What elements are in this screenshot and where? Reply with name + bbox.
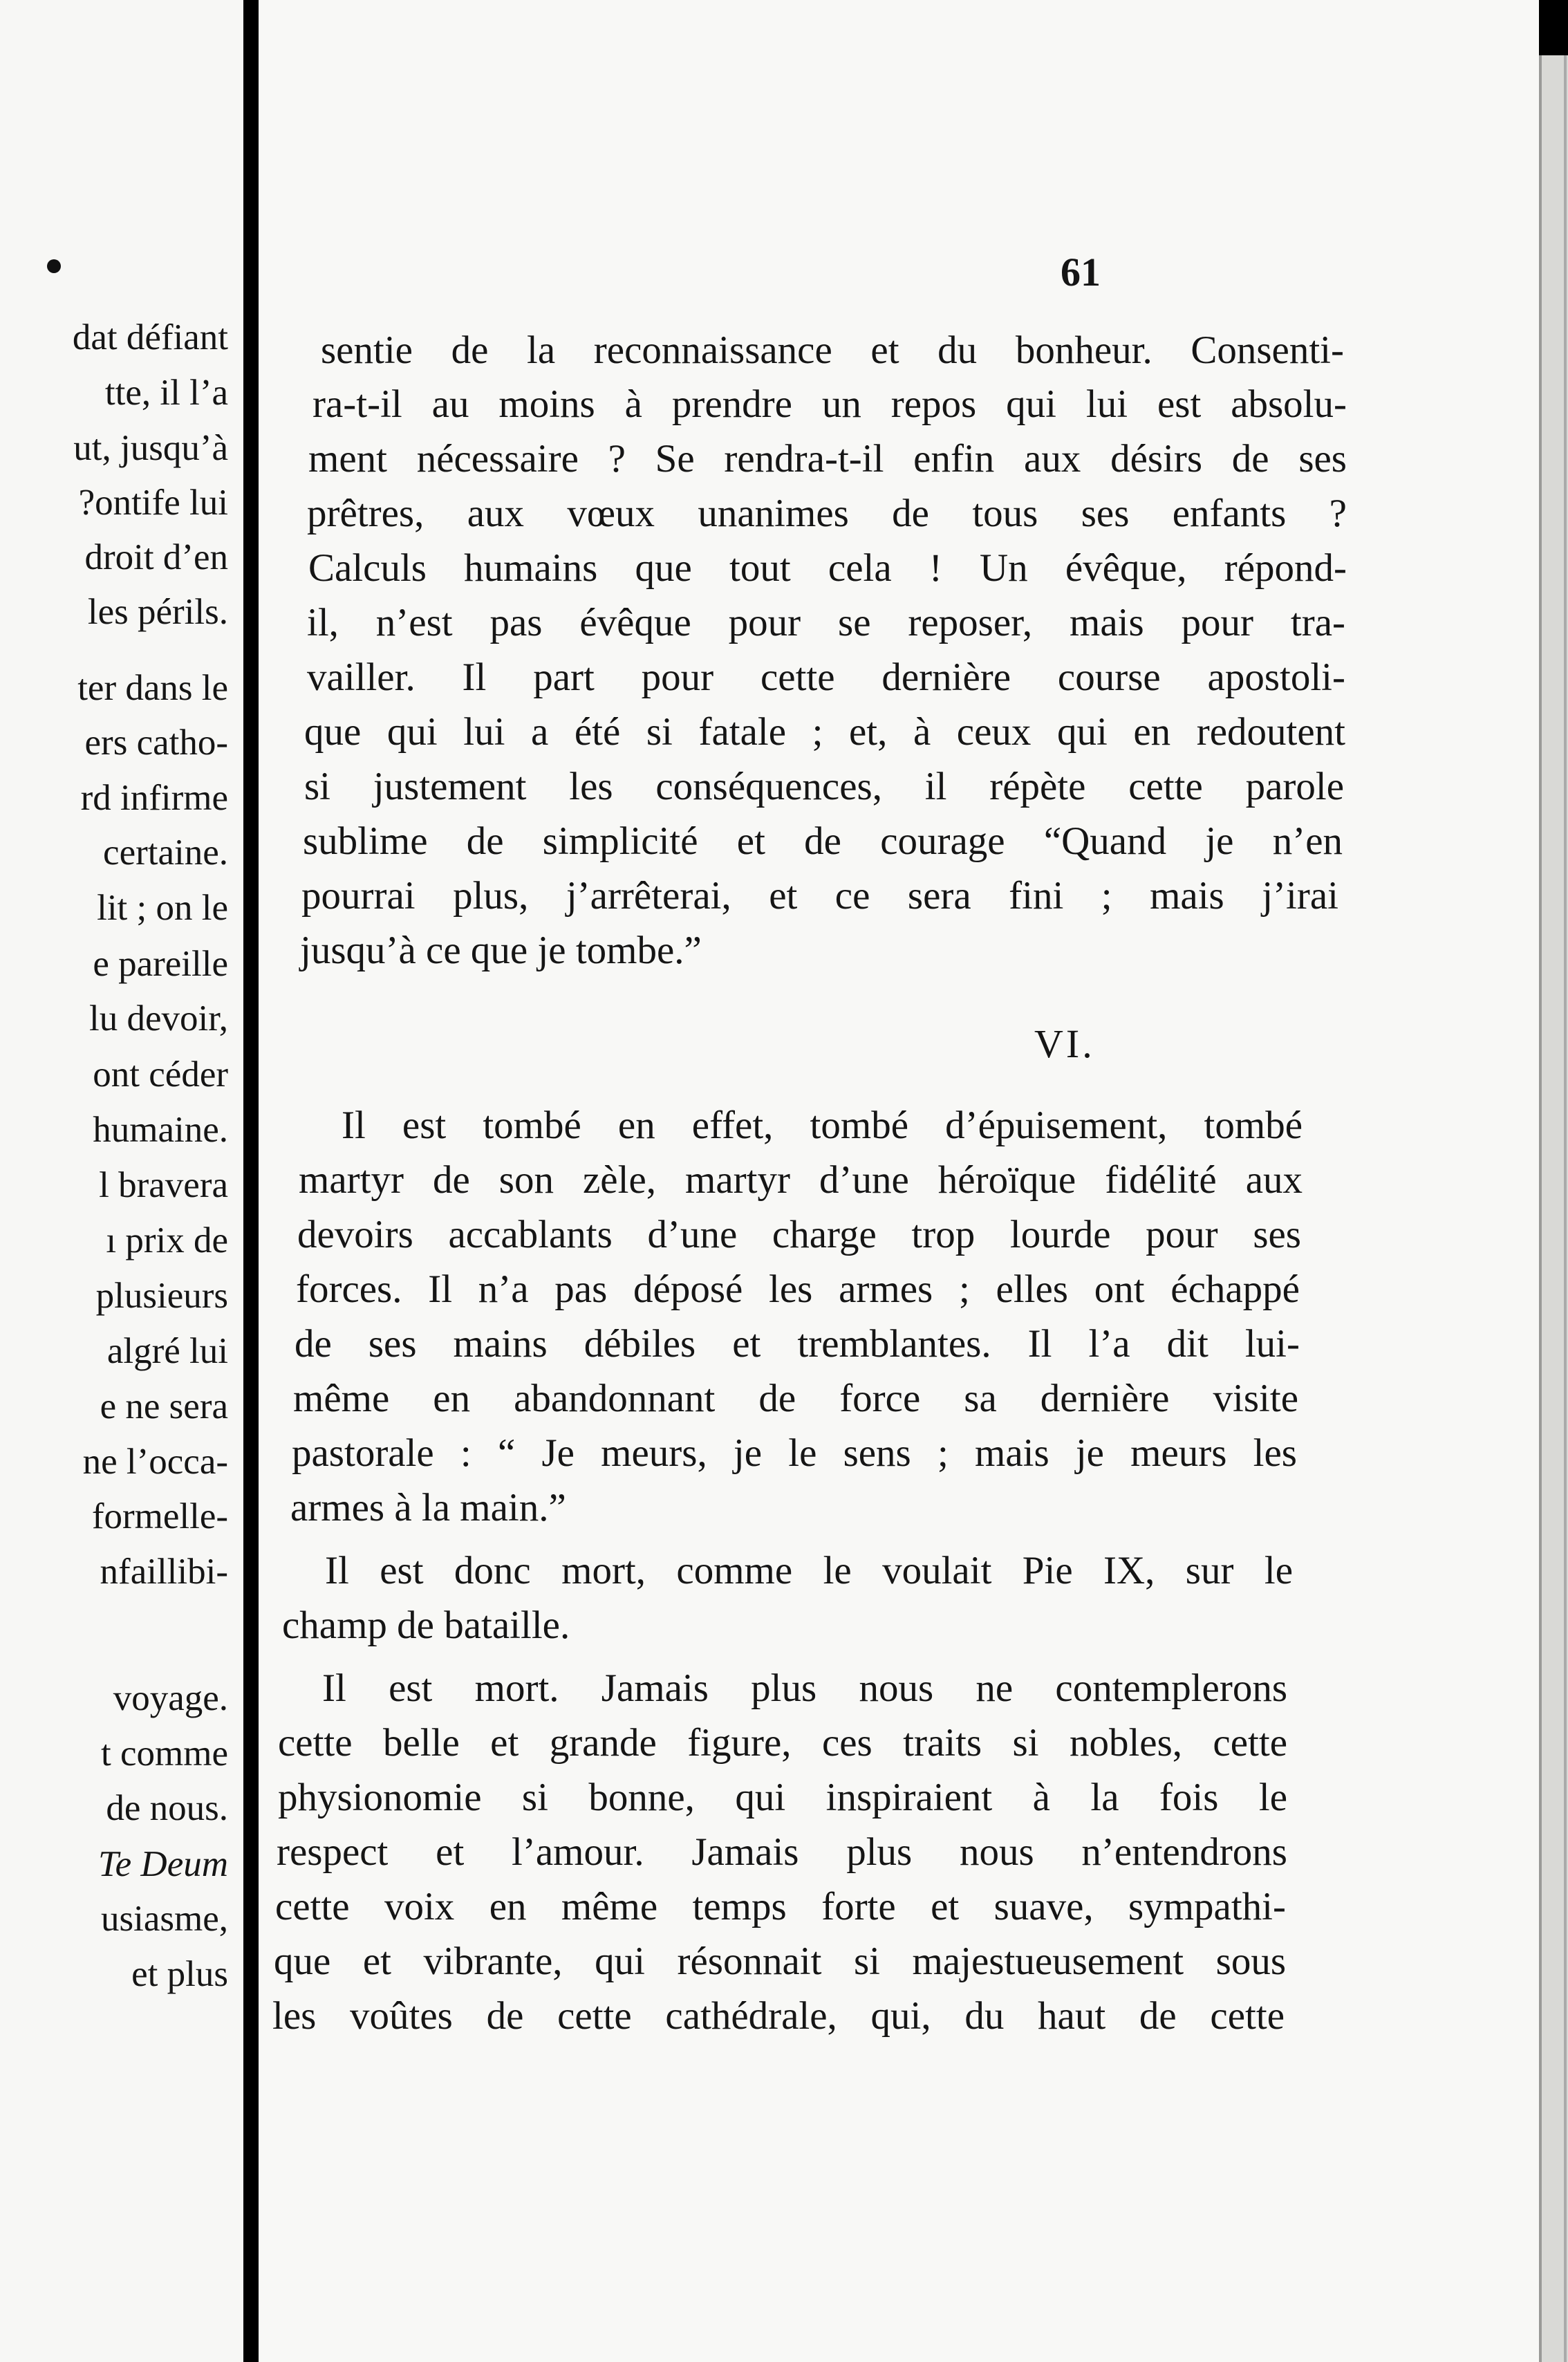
page-gutter [243, 0, 259, 2362]
left-line: humaine. [93, 1110, 228, 1150]
left-line: rd infirme [80, 778, 228, 818]
text-line: Il est tombé en effet, tombé d’épuisement, tombé [342, 1104, 1303, 1147]
text-line: pastorale : “ Je meurs, je le sens ; mais je meurs les [292, 1431, 1297, 1475]
text-line: de ses mains débiles et tremblantes. Il l’a dit lui- [295, 1322, 1300, 1366]
left-line: de nous. [106, 1788, 228, 1828]
text-line: devoirs accablants d’une charge trop lourde pour ses [297, 1213, 1301, 1256]
left-line: t comme [101, 1733, 228, 1774]
text-line: les voûtes de cette cathédrale, qui, du haut de cette [272, 1994, 1285, 2038]
left-line: ont céder [93, 1054, 228, 1095]
text-line: respect et l’amour. Jamais plus nous n’entendrons [277, 1830, 1287, 1874]
section-heading: VI. [1034, 1021, 1095, 1066]
text-line: ment nécessaire ? Se rendra-t-il enfin aux désirs de ses [308, 437, 1347, 481]
left-line: ı prix de [106, 1220, 228, 1261]
text-line: sentie de la reconnaissance et du bonheur. Consenti- [321, 328, 1344, 372]
left-line: formelle- [91, 1496, 228, 1536]
text-line: sublime de simplicité et de courage “Quand je n’en [303, 819, 1343, 863]
text-line: ra-t-il au moins à prendre un repos qui lui est absolu- [312, 382, 1347, 426]
text-line: vailler. Il part pour cette dernière course apostoli- [307, 655, 1345, 699]
text-line: que qui lui a été si fatale ; et, à ceux qui en redoutent [304, 710, 1345, 754]
left-line: ne l’occa- [82, 1442, 228, 1482]
left-line: tte, il l’a [104, 373, 228, 413]
left-line: certaine. [103, 833, 228, 873]
text-line: cette voix en même temps forte et suave, sympathi- [275, 1885, 1286, 1928]
left-line: Te Deum [98, 1844, 228, 1884]
left-line: droit d’en [84, 537, 228, 577]
left-line: nfaillibi- [100, 1552, 228, 1592]
text-line: même en abandonnant de force sa dernière visite [293, 1377, 1298, 1420]
text-line: prêtres, aux vœux unanimes de tous ses enfants ? [307, 492, 1347, 535]
left-line: ut, jusqu’à [73, 428, 228, 468]
text-line: physionomie si bonne, qui inspiraient à la fois le [278, 1776, 1287, 1819]
text-line: Il est donc mort, comme le voulait Pie IX, sur le [325, 1549, 1293, 1592]
left-line: e ne sera [100, 1386, 228, 1426]
text-line: Il est mort. Jamais plus nous ne contemplerons [322, 1666, 1287, 1710]
text-line: que et vibrante, qui résonnait si majestueusement sous [274, 1940, 1286, 1983]
left-line: ter dans le [77, 668, 228, 708]
text-line: martyr de son zèle, martyr d’une héroïque fidélité aux [299, 1158, 1303, 1202]
left-line: plusieurs [95, 1276, 228, 1316]
left-line: et plus [131, 1954, 228, 1994]
text-line: cette belle et grande figure, ces traits si nobles, cette [278, 1721, 1287, 1765]
left-line: l bravera [99, 1165, 228, 1205]
text-line: Calculs humains que tout cela ! Un évêque, répond- [308, 546, 1347, 590]
left-line: ers catho- [84, 723, 228, 763]
left-line: dat défiant [72, 317, 228, 357]
main-page [259, 0, 1539, 2362]
text-line: il, n’est pas évêque pour se reposer, mais pour tra- [307, 601, 1345, 644]
text-line: forces. Il n’a pas déposé les armes ; elles ont échappé [296, 1267, 1300, 1311]
book-page-edge [1539, 55, 1568, 2362]
left-line: algré lui [106, 1331, 228, 1371]
ink-dot [47, 259, 61, 273]
left-page-fragment [0, 0, 243, 2362]
left-line: lu devoir, [88, 998, 228, 1039]
text-line: champ de bataille. [282, 1603, 570, 1647]
left-line: les périls. [87, 592, 228, 632]
left-line: usiasme, [101, 1899, 228, 1939]
text-line: pourrai plus, j’arrêterai, et ce sera fini ; mais j’irai [301, 874, 1338, 918]
left-line: lit ; on le [97, 888, 228, 928]
text-line: jusqu’à ce que je tombe.” [300, 929, 702, 972]
left-line: ?ontife lui [78, 483, 228, 523]
page-number: 61 [1061, 250, 1101, 295]
text-line: armes à la main.” [290, 1486, 566, 1529]
text-line: si justement les conséquences, il répète cette parole [304, 765, 1344, 808]
left-line: e pareille [93, 944, 228, 984]
left-line: voyage. [113, 1678, 228, 1718]
